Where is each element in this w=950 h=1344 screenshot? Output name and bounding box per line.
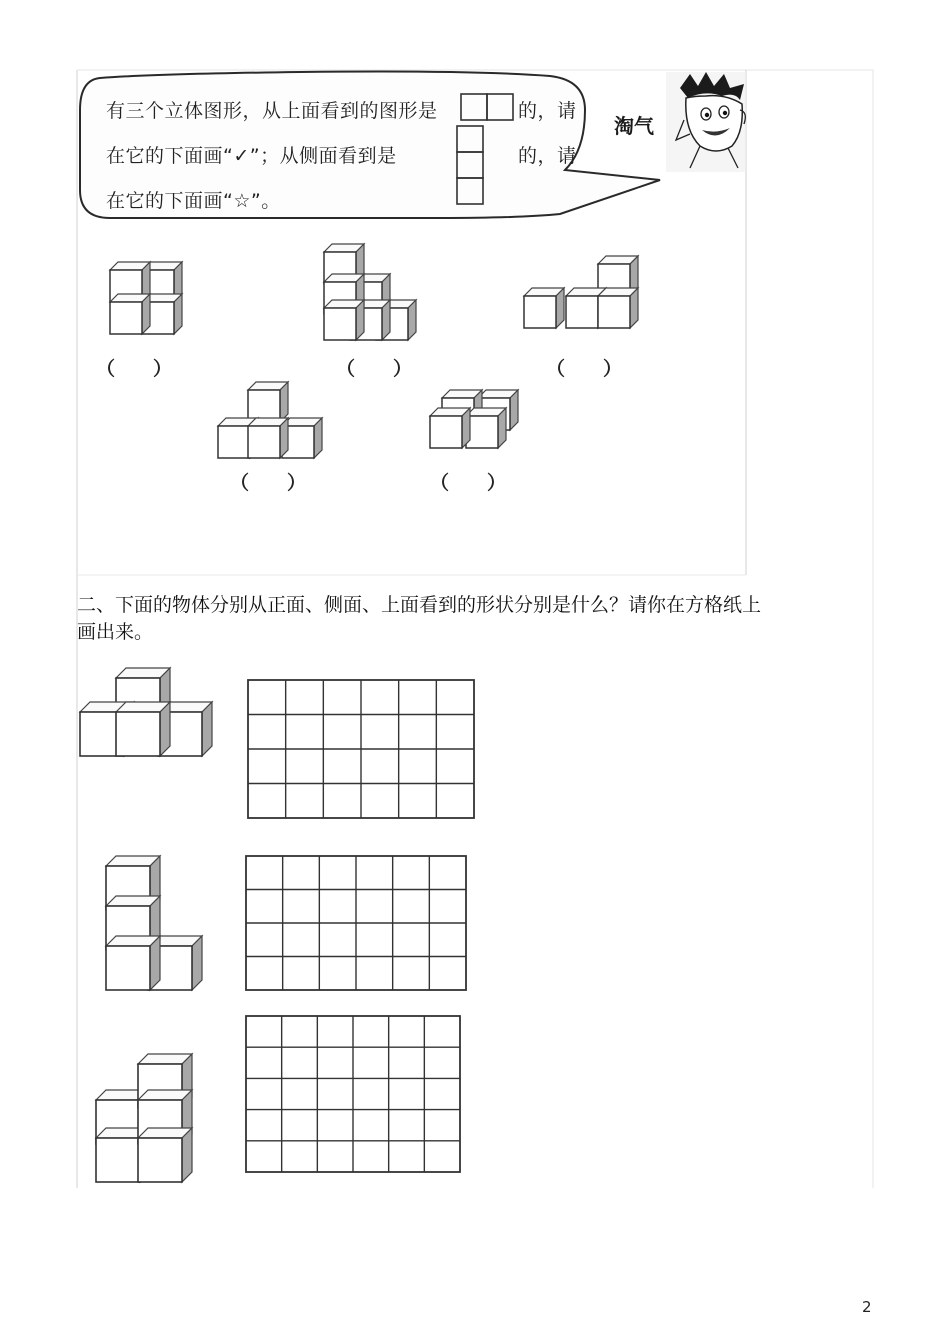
answer-blank-a[interactable]: （ ） — [96, 358, 173, 380]
answer-blank-e[interactable]: （ ） — [430, 472, 507, 494]
section2-question-line2: 画出来。 — [77, 621, 154, 643]
bubble-line-2-middle: ”；从侧面看到是 — [249, 145, 397, 167]
check-mark-icon: ✓ — [233, 145, 250, 167]
answer-blank-c[interactable]: （ ） — [546, 358, 623, 380]
star-icon: ☆ — [233, 190, 251, 212]
bubble-line-1-after: 的，请 — [518, 100, 577, 122]
bubble-line-2-text: 在它的下面画“ — [106, 145, 234, 167]
grid-paper-1[interactable] — [248, 680, 474, 818]
character-label: 淘气 — [614, 114, 654, 138]
section2-question-line1: 二、下面的物体分别从正面、侧面、上面看到的形状分别是什么？请你在方格纸上 — [77, 594, 762, 616]
bubble-line-3-text: 在它的下面画“ — [106, 190, 234, 212]
bubble-line-2-after: 的，请 — [518, 145, 577, 167]
grid-paper-3[interactable] — [246, 1016, 460, 1172]
page-number: 2 — [862, 1298, 872, 1316]
answer-blank-d[interactable]: （ ） — [230, 472, 307, 494]
bubble-line-3-after: ”。 — [250, 190, 281, 212]
answer-blank-b[interactable]: （ ） — [336, 358, 413, 380]
grid-paper-2[interactable] — [246, 856, 466, 990]
bubble-line-1-text: 有三个立体图形，从上面看到的图形是 — [106, 100, 438, 122]
